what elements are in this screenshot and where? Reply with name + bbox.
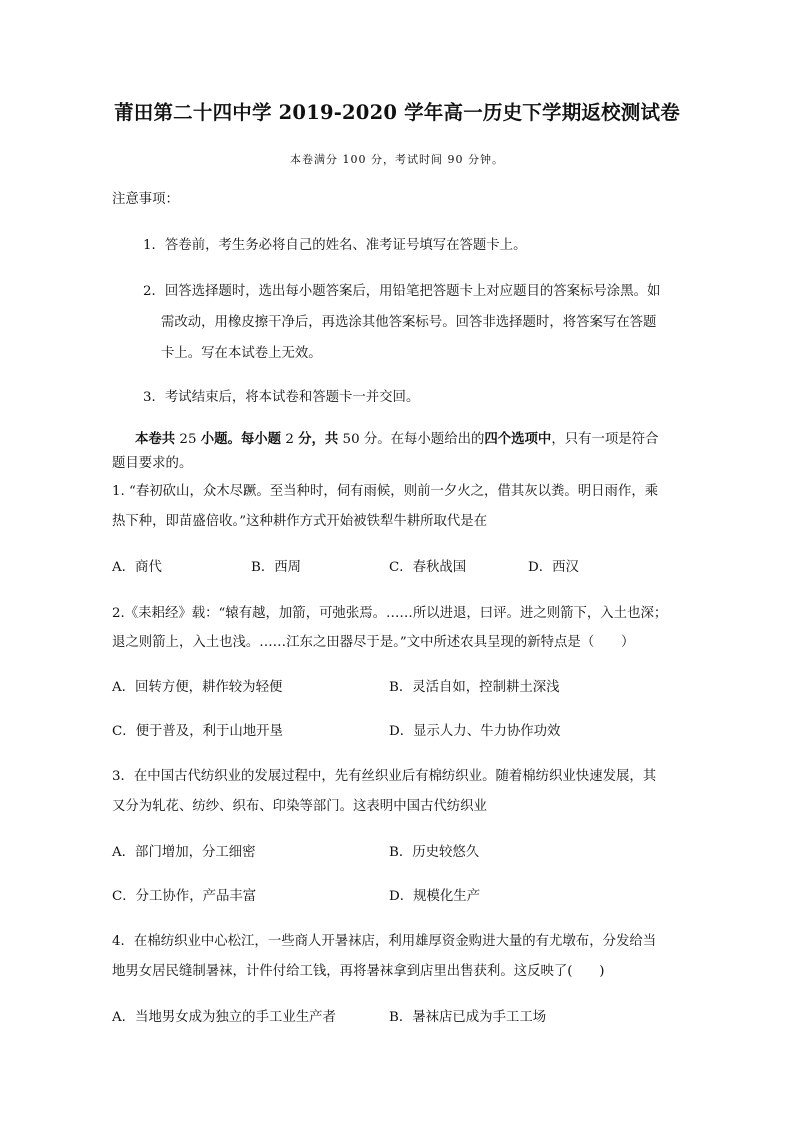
question-3-option-b: B．历史较悠久 [389,845,480,860]
question-3-option-a: A．部门增加，分工细密 [112,845,256,860]
question-1-option-a: A．商代 [112,560,162,575]
question-4-text: 4．在棉纺织业中心松江，一些商人开暑袜店，利用雄厚资金购进大量的有尤墩布，分发给当 [112,934,657,949]
question-2-option-c: C．便于普及，利于山地开垦 [112,724,283,739]
question-2-text: 退之则箭上，入土也浅。……江东之田器尽于是。”文中所述农具呈现的新特点是（ ） [112,635,635,650]
question-2-option-a: A．回转方便，耕作较为轻便 [112,680,283,695]
question-4-option-b: B．暑袜店已成为手工工场 [389,1010,547,1025]
question-2-option-d: D．显示人力、牛力协作功效 [389,724,561,739]
question-1-option-b: B．西周 [251,560,302,575]
instructions-line-2: 题目要求的。 [112,456,193,471]
instructions-line-1: 本卷共 25 小题。每小题 2 分，共 50 分。在每小题给出的四个选项中，只有一项是符合 [135,431,659,447]
question-3-option-c: C．分工协作，产品丰富 [112,889,257,904]
question-1-text: 热下种，即苗盛倍收。”这种耕作方式开始被铁犁牛耕所取代是在 [112,514,488,529]
question-1-text: 1. “春初砍山，众木尽蹶。至当种时，伺有雨候，则前一夕火之，借其灰以粪。明日雨作，乘 [112,484,659,499]
question-2-option-b: B．灵活自如，控制耕土深浅 [389,680,560,695]
question-3-text: 3．在中国古代纺织业的发展过程中，先有丝织业后有棉纺织业。随着棉纺织业快速发展，其 [112,769,657,784]
question-3-option-d: D．规模化生产 [389,889,481,904]
notice-item-2: 2．回答选择题时，选出每小题答案后，用铅笔把答题卡上对应题目的答案标号涂黑。如 [143,284,661,299]
question-4-text: 地男女居民缝制暑袜，计件付给工钱，再将暑袜拿到店里出售获利。这反映了( ) [112,964,605,979]
notice-item-3: 3．考试结束后，将本试卷和答题卡一并交回。 [143,390,420,405]
question-2-text: 2.《耒耜经》载：“辕有越，加箭，可弛张焉。……所以进退，曰评。进之则箭下，入土也深； [112,606,668,621]
question-1-option-d: D．西汉 [528,560,579,575]
notice-item-2-cont: 卡上。写在本试卷上无效。 [161,346,322,361]
exam-subtitle: 本卷满分 100 分，考试时间 90 分钟。 [290,153,504,166]
page-title: 莆田第二十四中学 2019-2020 学年高一历史下学期返校测试卷 [114,101,680,124]
notice-item-2-cont: 需改动，用橡皮擦干净后，再选涂其他答案标号。回答非选择题时，将答案写在答题 [161,315,657,330]
notice-item-1: 1．答卷前，考生务必将自己的姓名、准考证号填写在答题卡上。 [143,238,527,253]
question-3-text: 又分为轧花、纺纱、织布、印染等部门。这表明中国古代纺织业 [112,799,487,814]
notice-heading: 注意事项： [112,192,179,207]
question-4-option-a: A．当地男女成为独立的手工业生产者 [112,1010,336,1025]
question-1-option-c: C．春秋战国 [389,560,467,575]
